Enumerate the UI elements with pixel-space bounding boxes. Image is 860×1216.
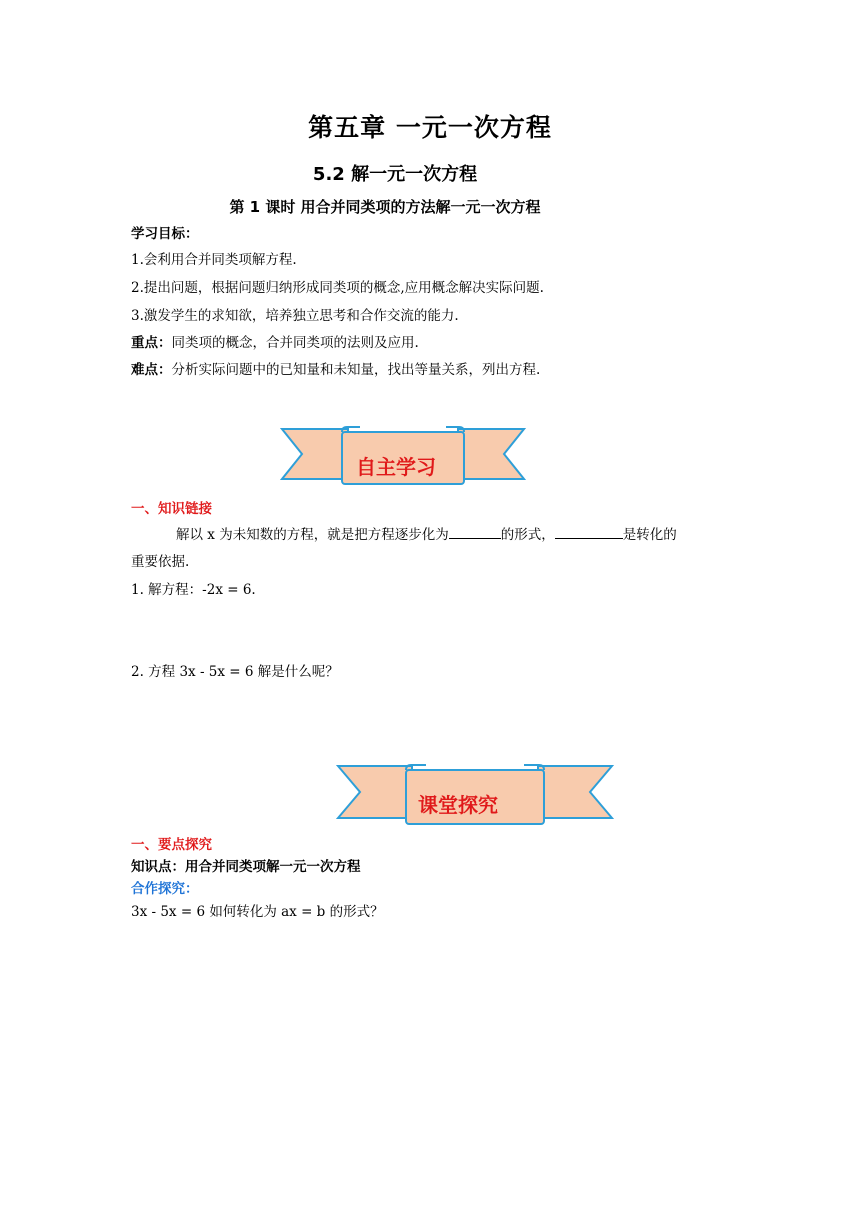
goal-item-3: 3.激发学生的求知欲，培养独立思考和合作交流的能力.: [131, 308, 459, 324]
key-point: [131, 331, 419, 351]
para-text-a: 解以 x 为未知数的方程，就是把方程逐步化为: [176, 527, 449, 543]
knowledge-link-paragraph: [176, 523, 677, 543]
blank-2[interactable]: [555, 524, 623, 539]
chapter-title: 第五章 一元一次方程: [308, 113, 552, 142]
knowledge-point: 知识点：用合并同类项解一元一次方程: [131, 859, 361, 875]
banner-classroom-label: 课堂探究: [418, 793, 498, 817]
lesson-title: 第 1 课时 用合并同类项的方法解一元一次方程: [229, 198, 541, 216]
difficult-point: [131, 358, 540, 378]
difficult-label: 难点：: [131, 362, 172, 378]
para-text-c: 是转化的: [622, 527, 677, 543]
part2-heading: 一、要点探究: [131, 837, 212, 853]
para-text-b: 的形式，: [500, 527, 555, 543]
goals-heading: 学习目标：: [131, 226, 199, 242]
part1-heading: 一、知识链接: [131, 501, 212, 517]
key-text: 同类项的概念，合并同类项的法则及应用.: [171, 335, 419, 351]
question-1: 1. 解方程：-2x = 6.: [131, 582, 256, 598]
difficult-text: 分析实际问题中的已知量和未知量，找出等量关系，列出方程.: [171, 362, 541, 378]
question-2: 2. 方程 3x - 5x = 6 解是什么呢？: [131, 664, 339, 680]
para-continuation: 重要依据.: [131, 554, 190, 570]
section-title: 5.2 解一元一次方程: [312, 164, 478, 185]
goal-item-1: 1.会利用合并同类项解方程.: [131, 252, 297, 268]
cooperative-inquiry-label: 合作探究：: [131, 881, 199, 897]
inquiry-question: 3x - 5x = 6 如何转化为 ax = b 的形式？: [131, 904, 384, 920]
key-label: 重点：: [131, 335, 172, 351]
banner-self-study-label: 自主学习: [356, 455, 436, 479]
goal-item-2: 2.提出问题，根据问题归纳形成同类项的概念,应用概念解决实际问题.: [131, 280, 544, 296]
blank-1[interactable]: [449, 524, 501, 539]
